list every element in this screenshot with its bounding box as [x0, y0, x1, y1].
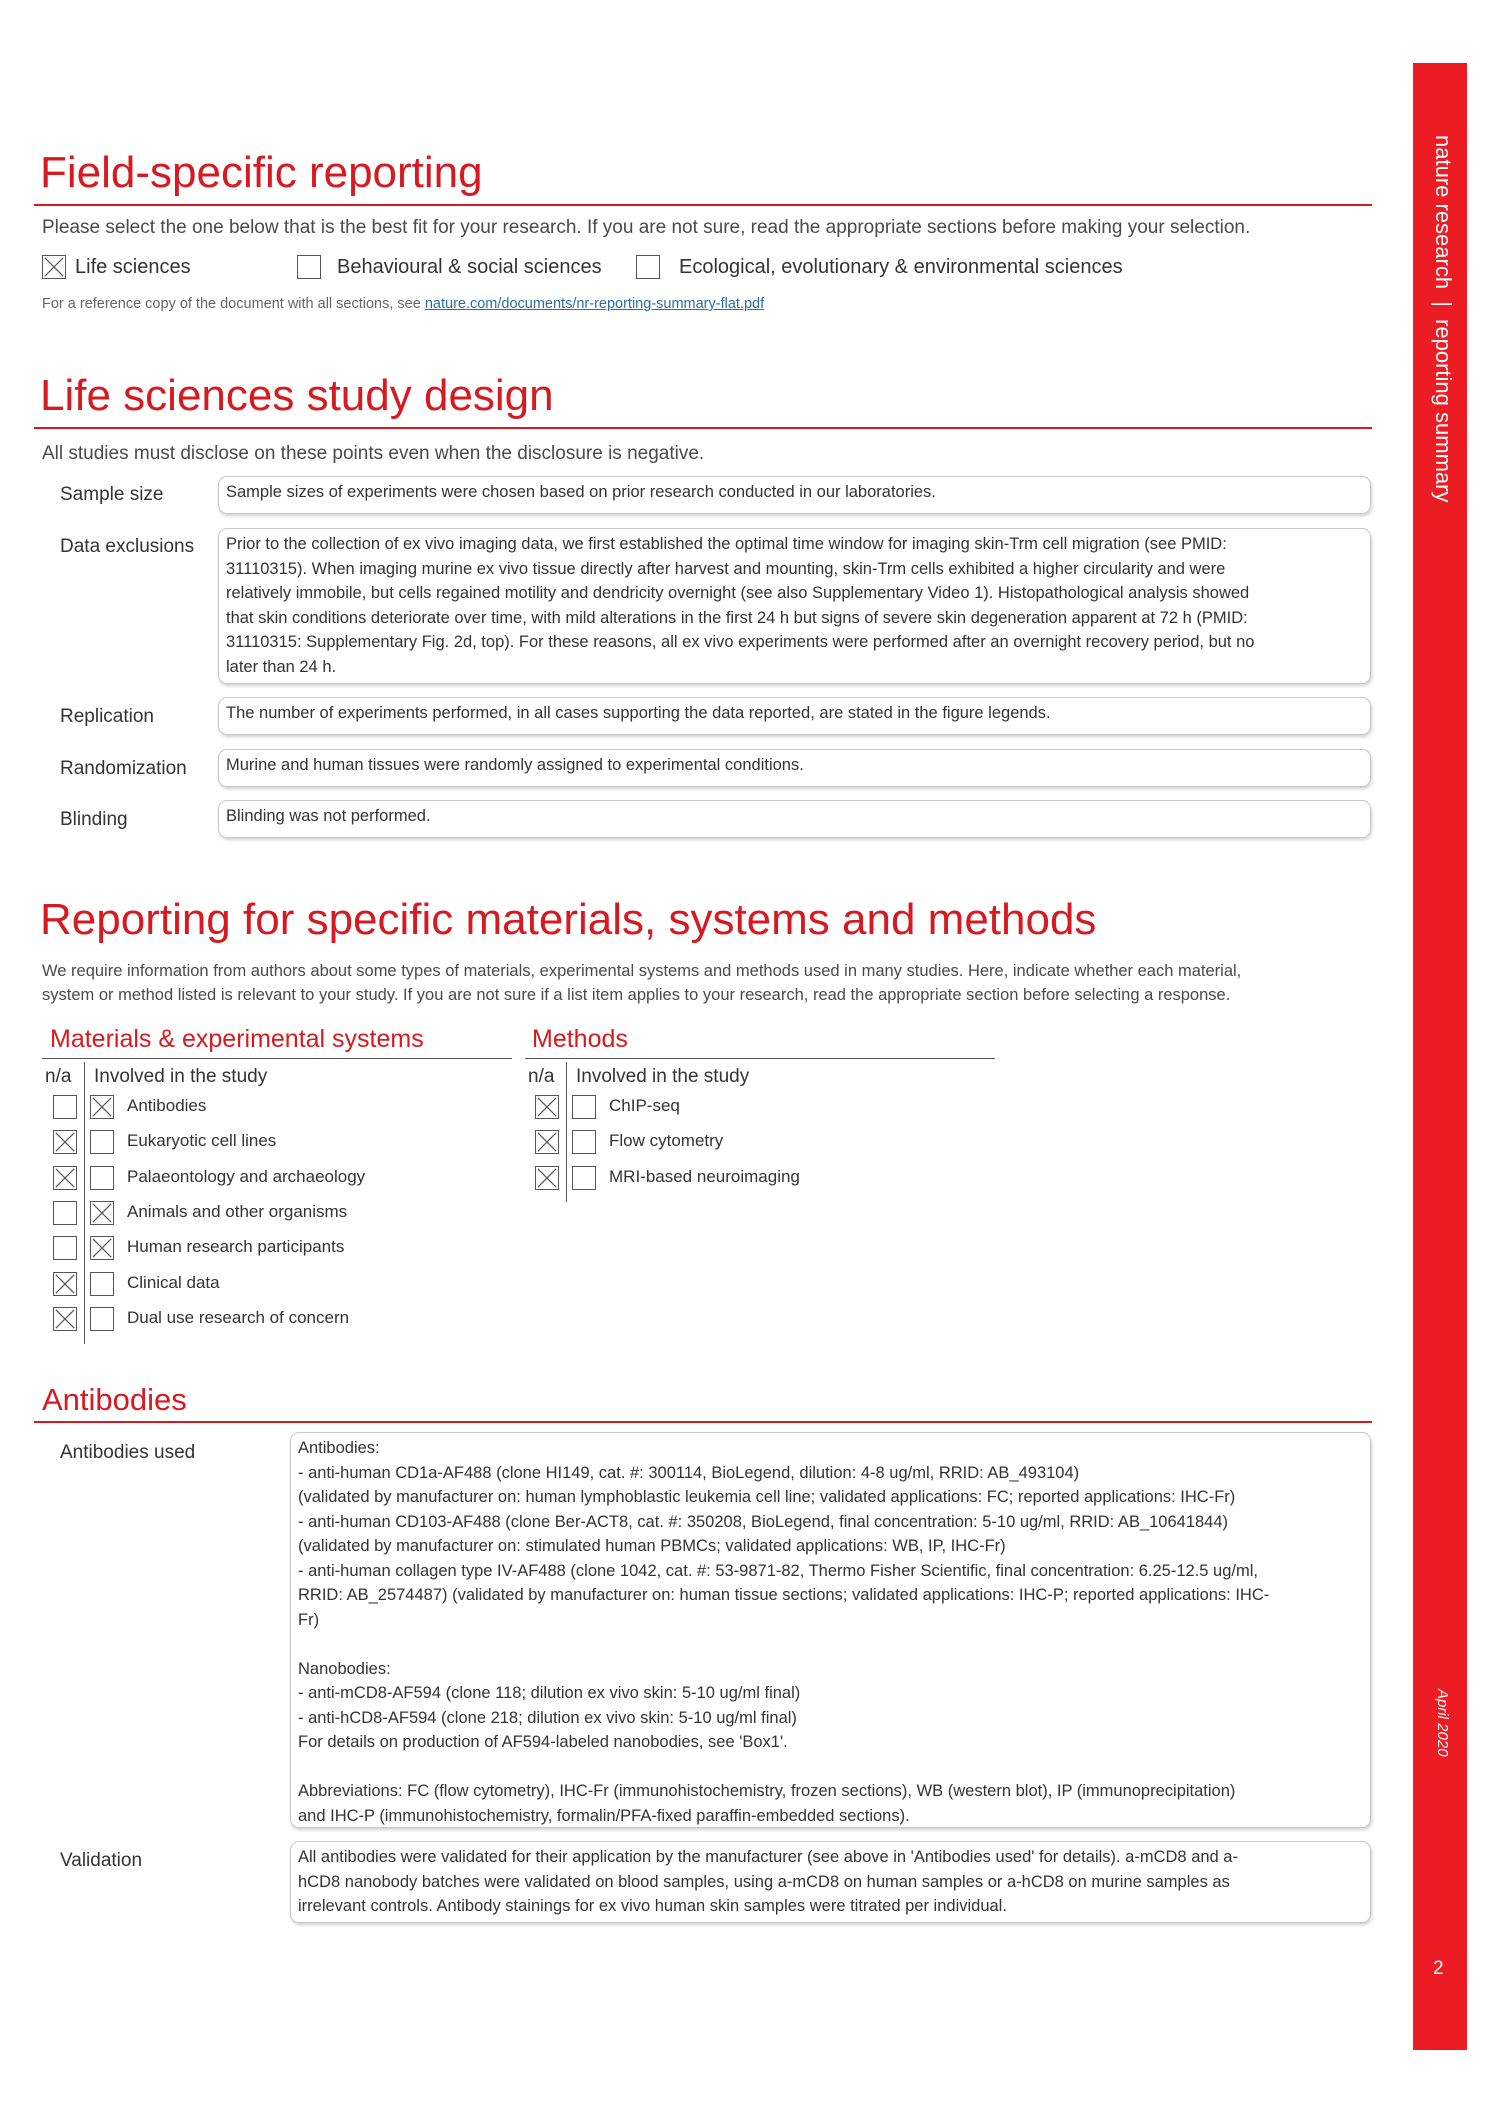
replication-label: Replication: [60, 706, 154, 727]
methods-na-checkbox[interactable]: [535, 1166, 559, 1190]
antibodies-rule: [34, 1421, 1372, 1423]
sidebar-band: [1413, 63, 1467, 2050]
replication-box[interactable]: [218, 697, 1371, 735]
materials-involved-checkbox[interactable]: [90, 1236, 114, 1260]
materials-na-checkbox[interactable]: [53, 1095, 77, 1119]
reference-link[interactable]: nature.com/documents/nr-reporting-summary-flat.pdf: [424, 296, 765, 312]
blinding-box[interactable]: [218, 800, 1371, 838]
materials-intro: [42, 959, 1241, 1007]
life-sciences-checkbox[interactable]: [42, 255, 66, 279]
sample-size-box[interactable]: [218, 476, 1371, 514]
methods-item-label: MRI-based neuroimaging: [609, 1166, 800, 1186]
materials-na-checkbox[interactable]: [53, 1201, 77, 1225]
x-mark-icon: [536, 1167, 558, 1189]
materials-na-checkbox[interactable]: [53, 1130, 77, 1154]
materials-involved-checkbox[interactable]: [90, 1272, 114, 1296]
materials-na-checkbox[interactable]: [53, 1166, 77, 1190]
field-specific-title: Field-specific reporting: [40, 148, 483, 197]
antibodies-used-line: - anti-hCD8-AF594 (clone 218; dilution ex vivo skin: 5-10 ug/ml final): [298, 1708, 797, 1727]
data-exclusions-line: Prior to the collection of ex vivo imaging data, we first established the optimal time window for imaging skin-Trm cell migration (see PMID:: [226, 535, 1227, 553]
methods-na-header: n/a: [528, 1066, 555, 1087]
sample-size-label: Sample size: [60, 484, 164, 505]
antibodies-used-line: Antibodies:: [298, 1439, 380, 1457]
antibodies-used-line: - anti-human CD103-AF488 (clone Ber-ACT8, cat. #: 350208, BioLegend, final concentration: 5-10 ug/ml, RRID: AB_10641844): [298, 1512, 1229, 1531]
antibodies-used-line: RRID: AB_2574487) (validated by manufacturer on: human tissue sections; validated applications: IHC-P; reported applications: IHC-: [298, 1586, 1270, 1604]
methods-title: Methods: [532, 1025, 628, 1053]
mat-involved-header: Involved in the study: [94, 1066, 268, 1087]
mat-na-header: n/a: [45, 1066, 72, 1087]
methods-na-checkbox[interactable]: [535, 1130, 559, 1154]
antibodies-used-line: [298, 1632, 1363, 1657]
sidebar-separator: |: [1431, 301, 1456, 307]
antibodies-used-line: (validated by manufacturer on: stimulated human PBMCs; validated applications: WB, IP, IHC-Fr): [298, 1537, 1006, 1555]
validation-line: hCD8 nanobody batches were validated on blood samples, using a-mCD8 on human samples or a-hCD8 on murine samples as: [298, 1872, 1230, 1891]
materials-title: Reporting for specific materials, systems and methods: [40, 895, 1097, 944]
x-mark-icon: [54, 1131, 76, 1153]
mat-column-separator: [84, 1062, 85, 1344]
materials-involved-checkbox[interactable]: [90, 1130, 114, 1154]
validation-label: Validation: [60, 1850, 143, 1871]
materials-involved-checkbox[interactable]: [90, 1095, 114, 1119]
antibodies-used-line: - anti-mCD8-AF594 (clone 118; dilution ex vivo skin: 5-10 ug/ml final): [298, 1684, 801, 1702]
methods-involved-checkbox[interactable]: [572, 1130, 596, 1154]
materials-na-checkbox[interactable]: [53, 1272, 77, 1296]
blinding-label: Blinding: [60, 809, 128, 830]
data-exclusions-line: 31110315: Supplementary Fig. 2d, top). For these reasons, all ex vivo experiments were performed after an overnight recovery period, but no: [226, 633, 1255, 651]
replication-text: The number of experiments performed, in all cases supporting the data reported, are stated in the figure legends.: [226, 704, 1051, 722]
reference-text: For a reference copy of the document with all sections, see: [42, 296, 425, 312]
antibodies-used-line: - anti-human collagen type IV-AF488 (clone 1042, cat. #: 53-9871-82, Thermo Fisher Scientific, final concentration: 6.25-12.5 ug/ml,: [298, 1561, 1258, 1580]
data-exclusions-line: that skin conditions deteriorate over time, with mild alterations in the first 24 h but signs of severe skin degeneration apparent at 72 h (PMID:: [226, 608, 1248, 627]
materials-intro-line: system or method listed is relevant to your study. If you are not sure if a list item applies to your research, read the appropriate section before selecting a response.: [42, 986, 1231, 1004]
validation-line: irrelevant controls. Antibody stainings for ex vivo human skin samples were titrated per individual.: [298, 1897, 1007, 1915]
ecological-sciences-checkbox[interactable]: [636, 255, 660, 279]
antibodies-used-line: Abbreviations: FC (flow cytometry), IHC-Fr (immunohistochemistry, frozen sections), WB (western blot), IP (immunoprecipitation): [298, 1782, 1236, 1800]
behavioural-sciences-checkbox[interactable]: [297, 255, 321, 279]
methods-rule: [525, 1058, 995, 1059]
x-mark-icon: [54, 1273, 76, 1295]
materials-involved-checkbox[interactable]: [90, 1307, 114, 1331]
sidebar-brand: [1430, 135, 1456, 502]
materials-item-label: Palaeontology and archaeology: [127, 1166, 366, 1186]
materials-item-label: Animals and other organisms: [127, 1201, 348, 1221]
methods-involved-checkbox[interactable]: [572, 1095, 596, 1119]
data-exclusions-label: Data exclusions: [60, 536, 195, 557]
materials-item-label: Eukaryotic cell lines: [127, 1131, 277, 1151]
methods-item-label: ChIP-seq: [609, 1096, 680, 1115]
data-exclusions-line: relatively immobile, but cells regained motility and dendricity overnight (see also Supplementary Video 1). Histopathological analysis showed: [226, 584, 1250, 602]
reference-note: [42, 296, 764, 312]
x-mark-icon: [91, 1096, 113, 1118]
x-mark-icon: [54, 1167, 76, 1189]
materials-systems-title: Materials & experimental systems: [50, 1025, 424, 1053]
life-sciences-label: Life sciences: [75, 256, 191, 278]
antibodies-title: Antibodies: [42, 1382, 187, 1417]
antibodies-used-line: For details on production of AF594-labeled nanobodies, see 'Box1'.: [298, 1733, 788, 1751]
validation-box[interactable]: [290, 1841, 1371, 1923]
sidebar-date: April 2020: [1434, 1689, 1451, 1757]
randomization-label: Randomization: [60, 758, 187, 779]
x-mark-icon: [536, 1131, 558, 1153]
antibodies-used-line: - anti-human CD1a-AF488 (clone HI149, cat. #: 300114, BioLegend, dilution: 4-8 ug/ml, RRID: AB_493104): [298, 1463, 1080, 1482]
data-exclusions-line: later than 24 h.: [226, 657, 337, 676]
x-mark-icon: [91, 1202, 113, 1224]
materials-item-label: Dual use research of concern: [127, 1307, 350, 1327]
behavioural-sciences-label: Behavioural & social sciences: [337, 256, 602, 278]
materials-item-label: Clinical data: [127, 1272, 220, 1292]
materials-na-checkbox[interactable]: [53, 1236, 77, 1260]
field-specific-rule: [34, 204, 1372, 206]
x-mark-icon: [54, 1308, 76, 1330]
page-number: 2: [1433, 1958, 1444, 1979]
validation-line: All antibodies were validated for their application by the manufacturer (see above in 'Antibodies used' for details). a-mCD8 and a-: [298, 1848, 1238, 1866]
antibodies-used-line: [298, 1755, 1363, 1780]
materials-item-label: Antibodies: [127, 1096, 207, 1115]
sample-size-text: Sample sizes of experiments were chosen based on prior research conducted in our laboratories.: [226, 483, 936, 501]
blinding-text: Blinding was not performed.: [226, 807, 431, 825]
ecological-sciences-label: Ecological, evolutionary & environmental sciences: [679, 256, 1123, 278]
antibodies-used-line: (validated by manufacturer on: human lymphoblastic leukemia cell line; validated applications: FC; reported applications: IHC-Fr): [298, 1488, 1236, 1506]
methods-na-checkbox[interactable]: [535, 1095, 559, 1119]
materials-involved-checkbox[interactable]: [90, 1166, 114, 1190]
methods-involved-checkbox[interactable]: [572, 1166, 596, 1190]
randomization-text: Murine and human tissues were randomly assigned to experimental conditions.: [226, 756, 804, 774]
x-mark-icon: [536, 1096, 558, 1118]
sidebar-title: nature research: [1431, 135, 1456, 290]
antibodies-used-line: and IHC-P (immunohistochemistry, formalin/PFA-fixed paraffin-embedded sections).: [298, 1806, 910, 1825]
materials-na-checkbox[interactable]: [53, 1307, 77, 1331]
data-exclusions-box[interactable]: [218, 528, 1371, 684]
field-specific-instruction: Please select the one below that is the best fit for your research. If you are not sure, read the appropriate sections before making your selection.: [42, 217, 1251, 238]
methods-item-label: Flow cytometry: [609, 1131, 724, 1151]
methods-involved-header: Involved in the study: [576, 1066, 750, 1087]
study-design-intro: All studies must disclose on these points even when the disclosure is negative.: [42, 443, 705, 464]
antibodies-used-line: Nanobodies:: [298, 1659, 391, 1678]
materials-systems-rule: [42, 1058, 512, 1059]
methods-column-separator: [566, 1062, 567, 1202]
study-design-title: Life sciences study design: [40, 371, 554, 420]
sidebar-subtitle: reporting summary: [1431, 319, 1456, 503]
materials-intro-line: We require information from authors about some types of materials, experimental systems and methods used in many studies. Here, indicate whether each material,: [42, 962, 1242, 980]
materials-involved-checkbox[interactable]: [90, 1201, 114, 1225]
study-design-rule: [34, 427, 1372, 429]
x-mark-icon: [91, 1237, 113, 1259]
antibodies-used-line: Fr): [298, 1610, 320, 1629]
data-exclusions-line: 31110315). When imaging murine ex vivo tissue directly after harvest and mounting, skin-Trm cells exhibited a higher circularity and were: [226, 559, 1226, 578]
antibodies-used-label: Antibodies used: [60, 1442, 196, 1463]
materials-item-label: Human research participants: [127, 1237, 345, 1257]
randomization-box[interactable]: [218, 749, 1371, 787]
x-mark-icon: [43, 256, 65, 278]
antibodies-used-box[interactable]: [290, 1432, 1371, 1828]
